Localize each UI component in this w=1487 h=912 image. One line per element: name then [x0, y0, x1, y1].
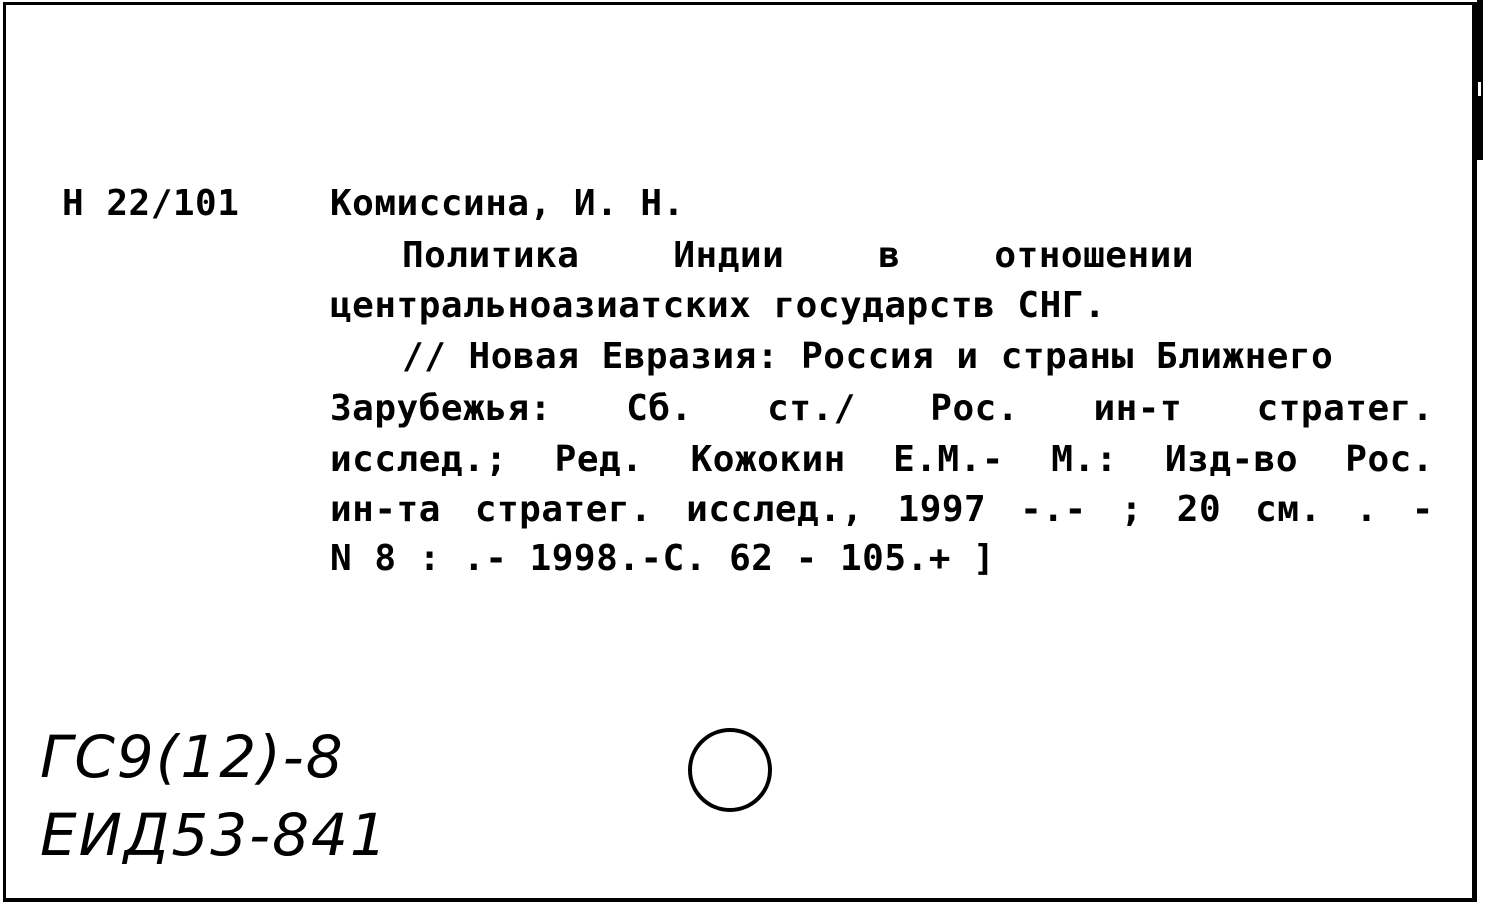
source-word: Сб. — [626, 388, 693, 429]
title-line-2: центральноазиатских государств СНГ. — [330, 285, 1107, 326]
call-number: Н 22/101 — [62, 183, 240, 224]
source-word: Изд-во — [1164, 439, 1299, 480]
source-word: ст./ — [767, 388, 856, 429]
source-line-2 — [330, 388, 1434, 429]
source-word: Зарубежья: — [330, 388, 552, 429]
title-word: Политика — [402, 235, 580, 276]
source-line-3 — [330, 439, 1434, 480]
source-word: Ред. — [554, 439, 644, 480]
source-word: см. — [1255, 489, 1322, 530]
title-line-1 — [402, 235, 1194, 276]
source-word: ин-та — [330, 489, 441, 530]
author: Комиссина, И. Н. — [330, 183, 685, 224]
source-word: 1997 — [897, 489, 987, 530]
source-line-5: N 8 : .- 1998.-С. 62 - 105.+ ] — [330, 538, 996, 579]
source-word: Е.М.- — [893, 439, 1004, 480]
source-word: Рос. — [930, 388, 1019, 429]
source-word: стратег. — [474, 489, 653, 530]
source-word: 20 — [1176, 489, 1222, 530]
title-word: Индии — [673, 235, 785, 276]
source-word: стратег. — [1256, 388, 1434, 429]
card-edge-tick — [1478, 82, 1481, 96]
source-word: М.: — [1051, 439, 1118, 480]
source-word: исслед.; — [330, 439, 508, 480]
title-word: отношении — [994, 235, 1194, 276]
source-word: Кожокин — [690, 439, 846, 480]
punch-hole-circle — [688, 728, 772, 812]
source-word: ; — [1120, 489, 1143, 530]
handwritten-inventory: ЕИД53-841 — [40, 801, 389, 869]
source-word: ин-т — [1093, 388, 1183, 429]
source-word: исслед., — [686, 489, 864, 530]
source-word: Рос. — [1345, 439, 1434, 480]
title-word: в — [878, 235, 901, 276]
handwritten-classification: ГС9(12)-8 — [40, 723, 345, 791]
source-word: . — [1355, 489, 1378, 530]
source-line-1: // Новая Евразия: Россия и страны Ближнего — [402, 336, 1334, 377]
source-word: - — [1411, 489, 1434, 530]
source-line-4 — [330, 489, 1434, 530]
card-edge-mark — [1477, 0, 1483, 160]
source-word: -.- — [1020, 489, 1087, 530]
